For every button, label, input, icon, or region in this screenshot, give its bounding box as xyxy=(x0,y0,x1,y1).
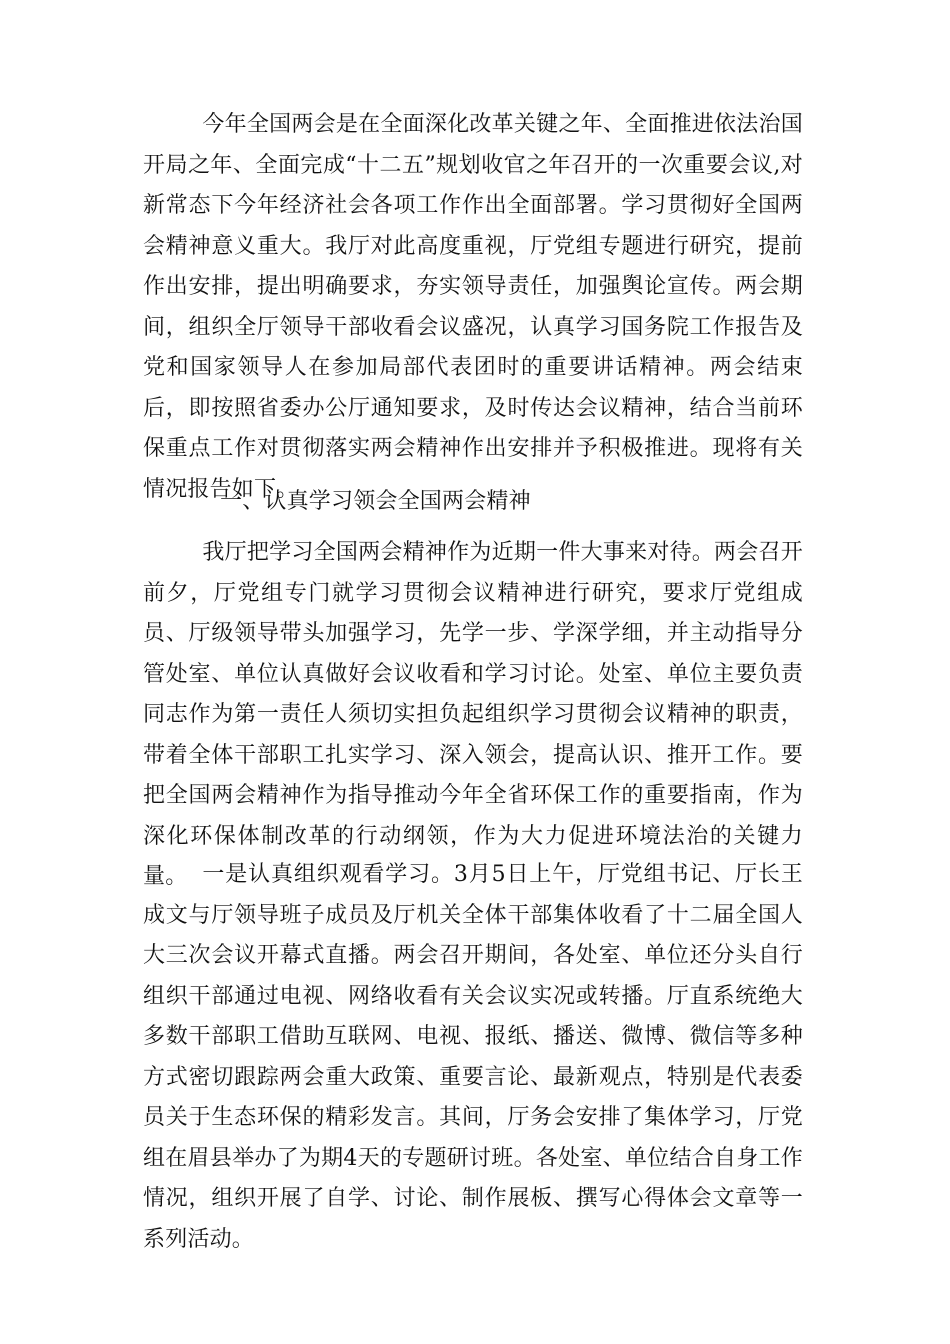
section-heading: 一、认真学习领会全国两会精神 xyxy=(220,489,531,514)
intro-paragraph: 今年全国两会是在全面深化改革关键之年、全面推进依法治国开局之年、全面完成“十二五”规划收官之年召开的一次重要会议,对新常态下今年经济社会各项工作作出全面部署。学习贯彻好全国两会精神意义重大。我厅对此高度重视，厅党组专题进行研究，提前作出安排，提出明确要求，夯实领导责任，加强舆论宣传。两会期间，组织全厅领导干部收看会议盛况，认真学习国务院工作报告及党和国家领导人在参加局部代表团时的重要讲话精神。两会结束后，即按照省委办公厅通知要求，及时传达会议精神，结合当前环保重点工作对贯彻落实两会精神作出安排并予积极推进。现将有关情况报告如下。 xyxy=(143,112,803,502)
section-heading-block xyxy=(143,482,803,523)
section-paragraph-1-block xyxy=(143,533,803,898)
section-paragraph-2: 一是认真组织观看学习。3月5日上午，厅党组书记、厅长王成文与厅领导班子成员及厅机关全体干部集体收看了十二届全国人大三次会议开幕式直播。两会召开期间，各处室、单位还分头自行组织干部通过电视、网络收看有关会议实况或转播。厅直系统绝大多数干部职工借助互联网、电视、报纸、播送、微博、微信等多种方式密切跟踪两会重大政策、重要言论、最新观点，特别是代表委员关于生态环保的精彩发言。其间，厅务会安排了集体学习，厅党组在眉县举办了为期4天的专题研讨班。各处室、单位结合自身工作情况，组织开展了自学、讨论、制作展板、撰写心得体会文章等一系列活动。 xyxy=(143,862,803,1252)
intro-paragraph-block xyxy=(143,105,803,510)
section-paragraph-2-block xyxy=(143,855,803,1260)
section-paragraph-1: 我厅把学习全国两会精神作为近期一件大事来对待。两会召开前夕，厅党组专门就学习贯彻会议精神进行研究，要求厅党组成员、厅级领导带头加强学习，先学一步、学深学细，并主动指导分管处室、单位认真做好会议收看和学习讨论。处室、单位主要负责同志作为第一责任人须切实担负起组织学习贯彻会议精神的职责，带着全体干部职工扎实学习、深入领会，提高认识、推开工作。要把全国两会精神作为指导推动今年全省环保工作的重要指南，作为深化环保体制改革的行动纲领，作为大力促进环境法治的关键力量。 xyxy=(143,540,803,889)
